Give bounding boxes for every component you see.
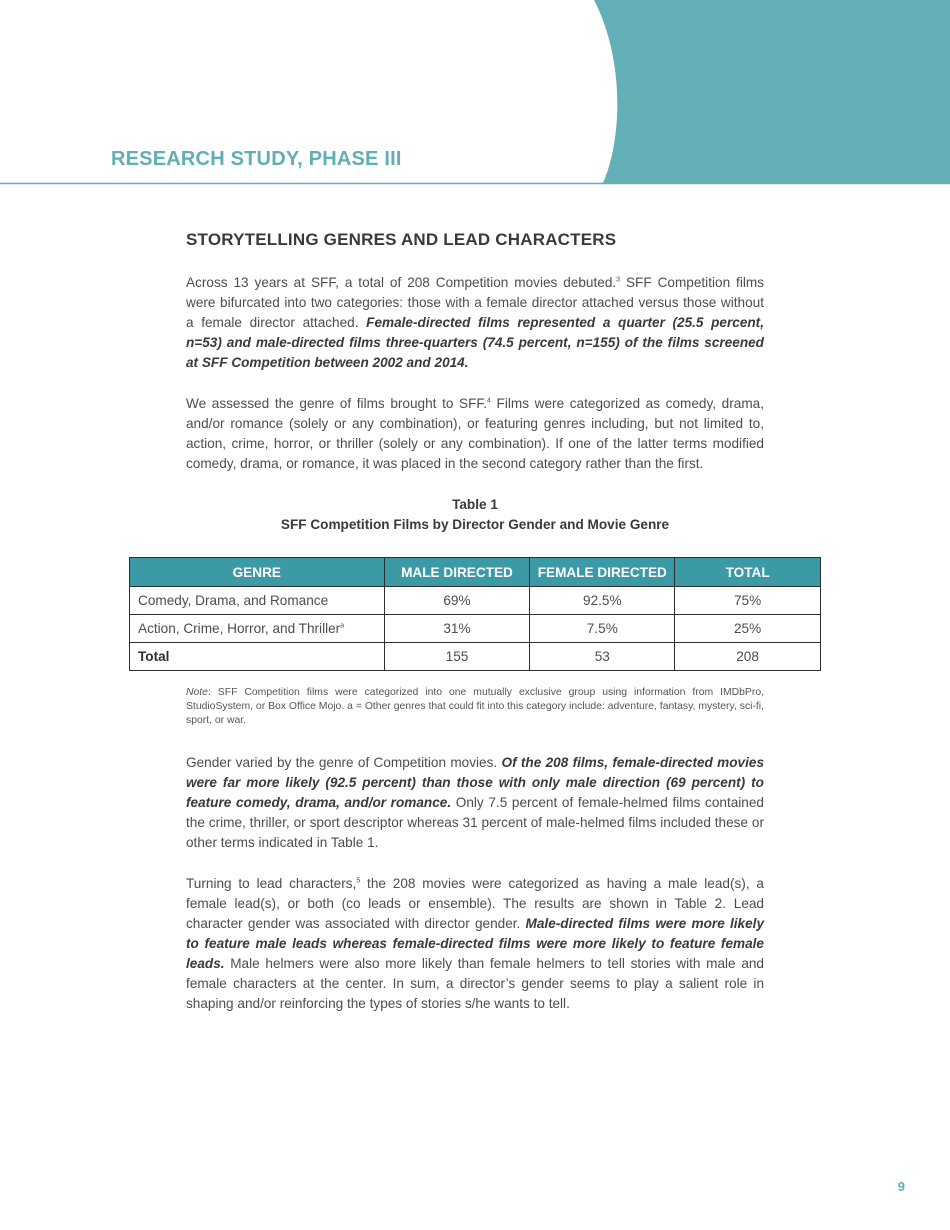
paragraph-4: Turning to lead characters,$^5$ the 208 movies were categorized as having a male lead(s), a female lead(s), or both (co leads or ensemble). The results are shown in Table 2. Lead character gender was associated with director gender. Male-directed films were more likely to feature male leads whereas female-directed films were more likely to feature female leads. Male helmers were also more likely than female helmers to tell stories with male and female characters at the center. In sum, a director’s gender seems to play a salient role in shaping and/or reinforcing the types of stories s/he wants to tell.	[186, 876, 765, 1011]
footnote-ref[interactable]: 5	[356, 877, 361, 885]
genre-cell: Comedy, Drama, and Romance	[130, 587, 385, 615]
footnote-ref[interactable]: 3	[616, 276, 621, 284]
table-footnote-ref: a	[340, 622, 345, 630]
male-cell: 31%	[384, 615, 530, 643]
table-header-row	[130, 558, 821, 587]
column-header: GENRE	[130, 558, 385, 587]
column-header: TOTAL	[675, 558, 821, 587]
table-title: SFF Competition Films by Director Gender and Movie Genre	[280, 517, 670, 532]
table-row	[130, 615, 821, 643]
total-cell: 25%	[675, 615, 821, 643]
female-cell: 92.5%	[530, 587, 675, 615]
total-cell: 208	[675, 643, 821, 671]
table-row	[130, 587, 821, 615]
page-number: 9	[897, 1179, 905, 1194]
header-teal-arc	[594, 0, 950, 183]
male-cell: 155	[384, 643, 530, 671]
genre-table	[129, 557, 821, 671]
table-row-total	[130, 643, 821, 671]
genre-cell: Total	[130, 643, 385, 671]
paragraph-3: Gender varied by the genre of Competition movies. Of the 208 films, female-directed movies were far more likely (92.5 percent) than those with only male direction (69 percent) to feature comedy, drama, and/or romance. Only 7.5 percent of female-helmed films contained the crime, thriller, or sport descriptor whereas 31 percent of male-helmed films included these or other terms indicated in Table 1.	[186, 755, 765, 850]
male-cell: 69%	[384, 587, 530, 615]
genre-cell: Action, Crime, Horror, and Thriller$^a$	[130, 615, 385, 643]
paragraph-2: We assessed the genre of films brought to SFF.$^4$ Films were categorized as comedy, drama, and/or romance (solely or any combination), or featuring genres including, but not limited to, action, crime, horror, or thriller (solely or any combination). If one of the latter terms modified comedy, drama, or romance, it was placed in the second category rather than the first.	[186, 396, 764, 471]
table-note: Note: SFF Competition films were categorized into one mutually exclusive group using information from IMDbPro, StudioSystem, or Box Office Mojo. a = Other genres that could fit into this category include: adventure, fantasy, mystery, sci-fi, sport, or war.	[186, 687, 764, 726]
column-header: FEMALE DIRECTED	[530, 558, 675, 587]
section-header-title: RESEARCH STUDY, PHASE III	[111, 148, 402, 170]
table-label: Table 1	[452, 497, 498, 512]
column-header: MALE DIRECTED	[384, 558, 530, 587]
footnote-ref[interactable]: 4	[487, 397, 491, 405]
paragraph-1: Across 13 years at SFF, a total of 208 Competition movies debuted.$^3$ SFF Competition films were bifurcated into two categories: those with a female director attached versus those without a female director attached. Female-directed films represented a quarter (25.5 percent, n=53) and male-directed films three-quarters (74.5 percent, n=155) of the films screened at SFF Competition between 2002 and 2014.	[186, 275, 764, 370]
female-cell: 53	[530, 643, 675, 671]
female-cell: 7.5%	[530, 615, 675, 643]
total-cell: 75%	[675, 587, 821, 615]
page-title: STORYTELLING GENRES AND LEAD CHARACTERS	[186, 230, 617, 249]
